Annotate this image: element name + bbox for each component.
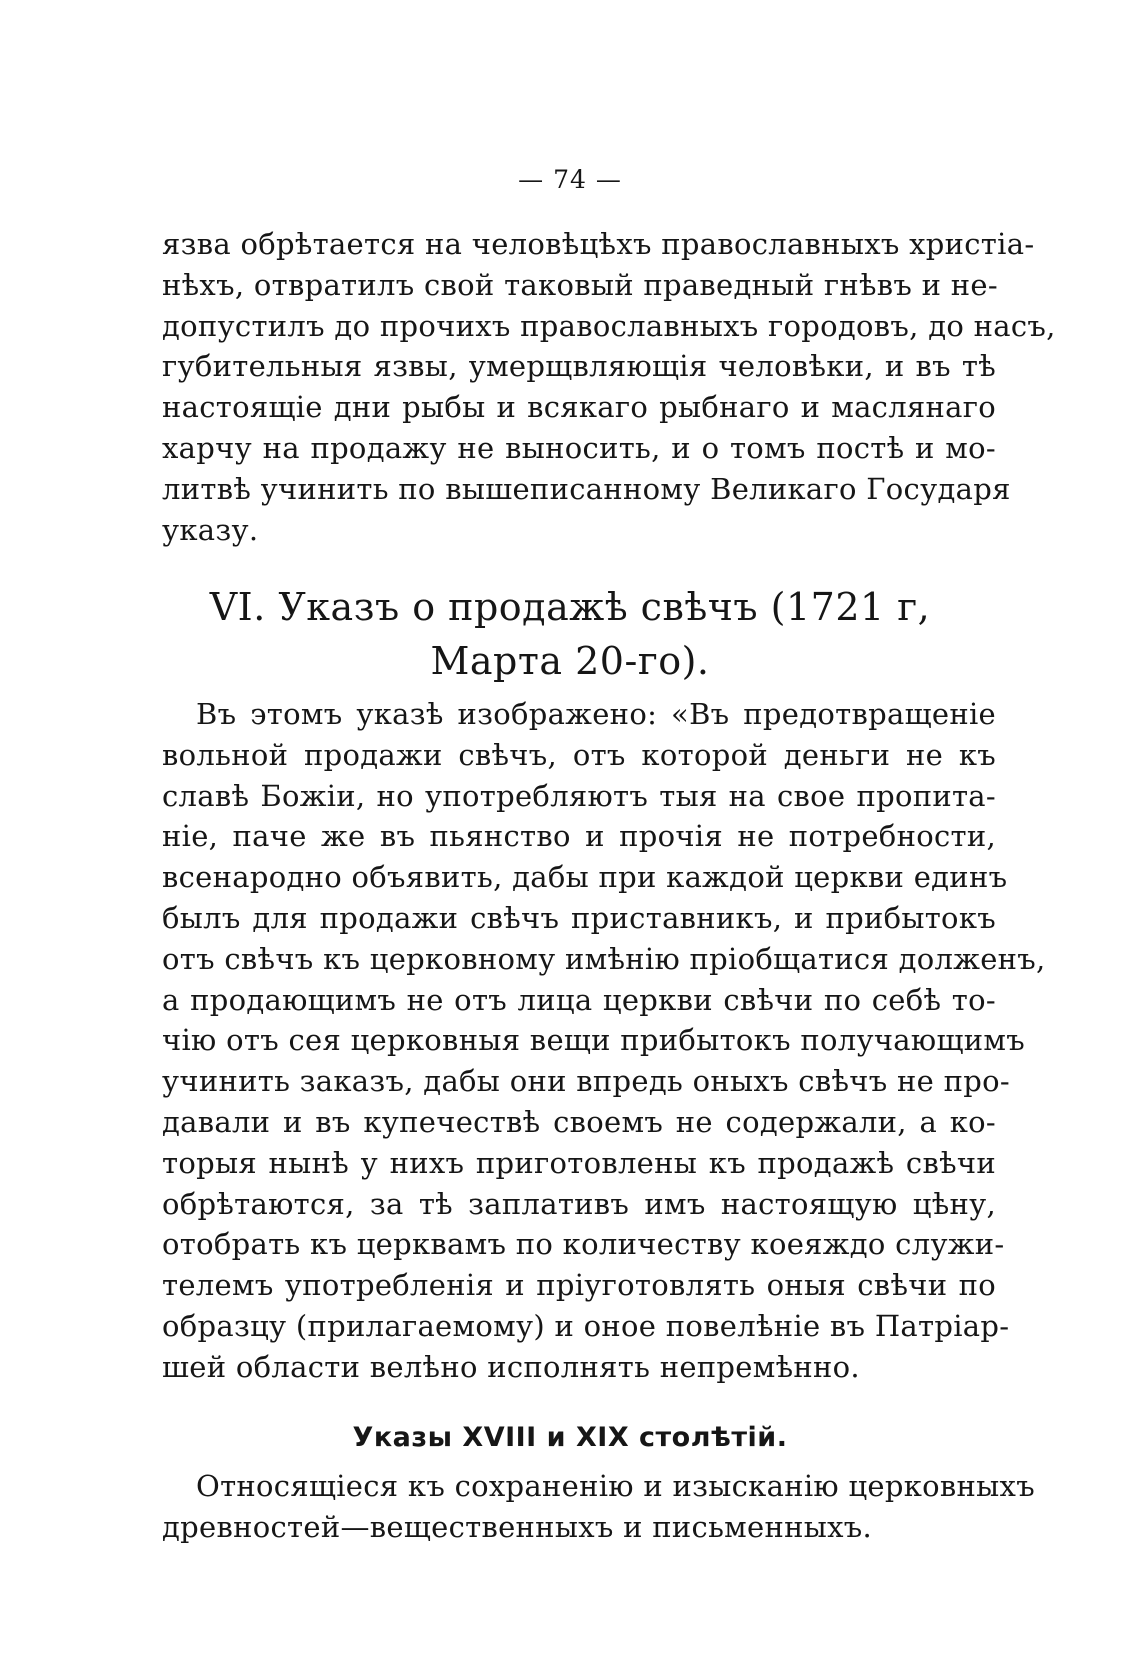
- text-line: чію отъ сея церковныя вещи прибытокъ получающимъ: [162, 1023, 1025, 1058]
- text-line: литвѣ учинить по вышеписанному Великаго Государя: [162, 471, 1011, 506]
- subheading: Указы XVIII и XIX столѣтій.: [352, 1422, 788, 1453]
- text-line: торыя нынѣ у нихъ приготовлены къ продажѣ свѣчи: [162, 1145, 996, 1180]
- text-line: отобрать къ церквамъ по количеству коеяждо служи-: [162, 1227, 1005, 1262]
- text-line: давали и въ купечествѣ своемъ не содержали, а ко-: [162, 1104, 996, 1139]
- decree-paragraph: [162, 694, 1046, 1388]
- section-title: [0, 580, 1140, 688]
- text-line: обрѣтаются, за тѣ заплативъ имъ настоящую цѣну,: [162, 1186, 996, 1221]
- text-line: а продающимъ не отъ лица церкви свѣчи по себѣ то-: [162, 982, 996, 1017]
- text-line: настоящіе дни рыбы и всякаго рыбнаго и маслянаго: [162, 390, 996, 425]
- text-line: допустилъ до прочихъ православныхъ городовъ, до насъ,: [162, 308, 1056, 343]
- intro-paragraph: [162, 224, 1056, 550]
- section-title-line: Марта 20-го).: [430, 639, 710, 683]
- text-line: вольной продажи свѣчъ, отъ которой деньги не къ: [162, 737, 996, 772]
- text-line: отъ свѣчъ къ церковному имѣнію пріобщатися долженъ,: [162, 941, 1046, 976]
- text-line: нѣхъ, отвратилъ свой таковый праведный гнѣвъ и не-: [162, 267, 998, 302]
- text-line: ніе, паче же въ пьянство и прочія не потребности,: [162, 819, 996, 854]
- text-line: указу.: [162, 512, 259, 547]
- text-line: губительныя язвы, умерщвляющія человѣки, и въ тѣ: [162, 349, 996, 384]
- closing-paragraph: [162, 1466, 1035, 1548]
- text-line: телемъ употребленія и пріуготовлять оныя свѣчи по: [162, 1268, 996, 1303]
- text-line: шей области велѣно исполнять непремѣнно.: [162, 1349, 860, 1384]
- text-line: харчу на продажу не выносить, и о томъ постѣ и мо-: [162, 430, 996, 465]
- text-line: всенародно объявить, дабы при каждой церкви единъ: [162, 860, 1008, 895]
- text-line: древностей—вещественныхъ и письменныхъ.: [162, 1509, 873, 1544]
- page-number: — 74 —: [518, 165, 622, 194]
- section-title-line: VI. Указъ о продажѣ свѣчъ (1721 г,: [209, 585, 931, 629]
- text-line: былъ для продажи свѣчъ приставникъ, и прибытокъ: [162, 900, 996, 935]
- text-line: язва обрѣтается на человѣцѣхъ православныхъ христіа-: [162, 227, 1035, 261]
- text-line: учинить заказъ, дабы они впредь оныхъ свѣчъ не про-: [162, 1064, 1010, 1099]
- text-line: Относящіеся къ сохраненію и изысканію церковныхъ: [196, 1469, 1035, 1503]
- text-line: Въ этомъ указѣ изображено: «Въ предотвращеніе: [196, 697, 996, 731]
- text-line: славѣ Божіи, но употребляютъ тыя на свое пропита-: [162, 778, 996, 813]
- text-line: образцу (прилагаемому) и оное повелѣніе въ Патріар-: [162, 1308, 1010, 1343]
